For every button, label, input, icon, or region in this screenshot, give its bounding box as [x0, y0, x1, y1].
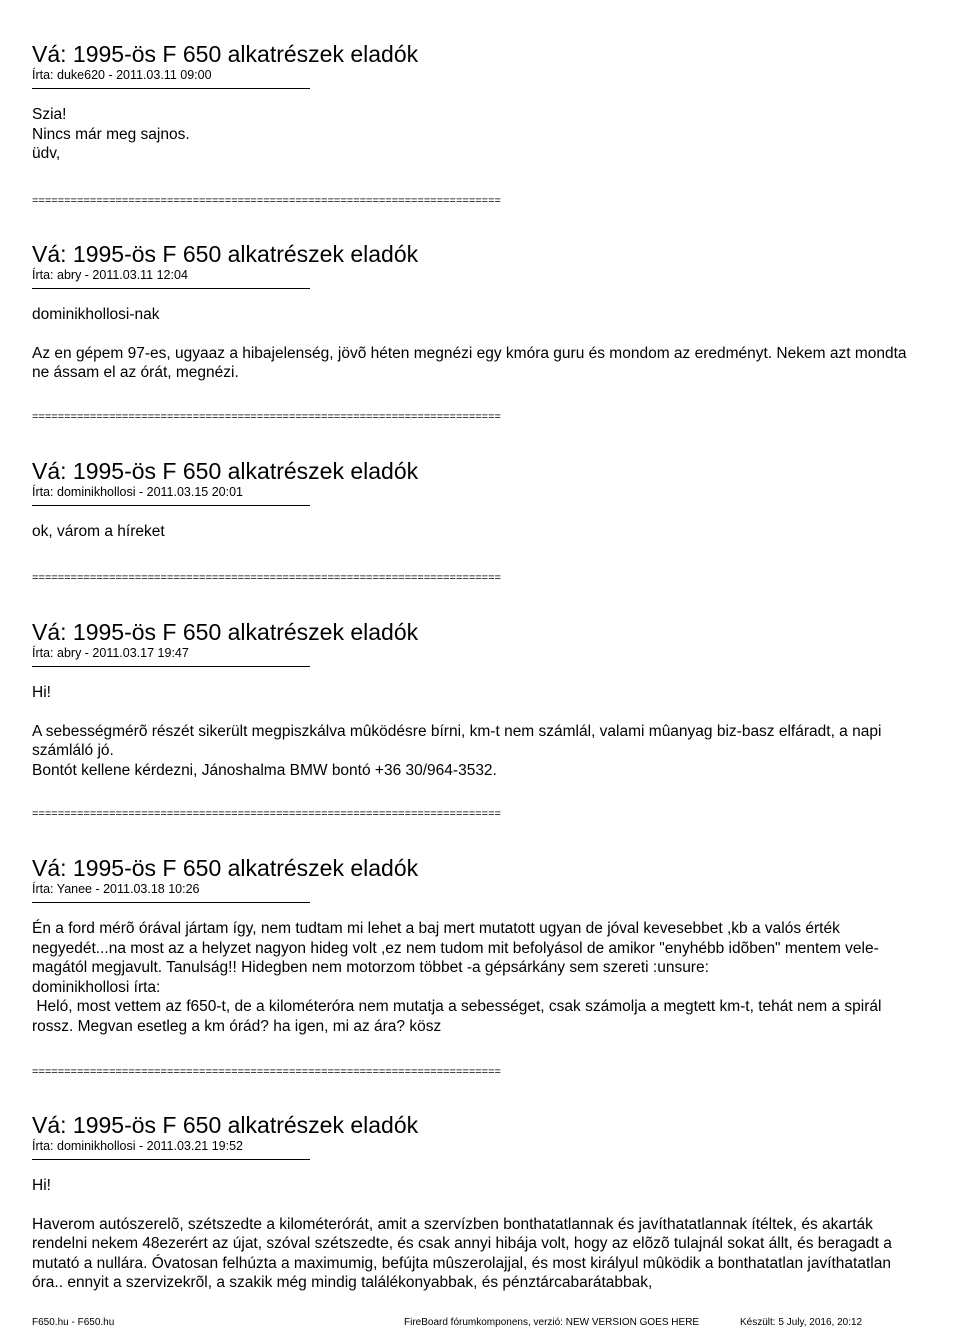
- post-paragraph: Az en gépem 97-es, ugyaaz a hibajelenség, jövõ héten megnézi egy kmóra guru és mondom az eredményt. Nekem azt mondta ne ássam el az órát, megnézi.: [32, 344, 907, 381]
- post-paragraph: Bontót kellene kérdezni, Jánoshalma BMW bontó +36 30/964-3532.: [32, 761, 497, 779]
- post-body: [32, 683, 912, 780]
- post-paragraph: Haverom autószerelõ, szétszedte a kilométerórát, amit a szervízben bonthatatlannak és javíthatatlannak ítéltek, és akarták rendelni nekem 48ezerért az újat, szóval szétszedte, és csak annyi hibája volt, hogy az elõzõ tulajnál sokat állt, és beragadt a mutató a nullára. Óvatosan felhúzta a maximumig, befújta mûszerolajjal, és most királyul mûködik a bonthatatlan javíthatatlan óra.. ennyit a szervizekrõl, a szakik még mindig találékonyabbak, és pénztárcabarátabbak,: [32, 1215, 892, 1291]
- post-meta: Írta: abry - 2011.03.11 12:04: [32, 268, 188, 282]
- post-body: [32, 1176, 912, 1293]
- post-paragraph: üdv,: [32, 145, 61, 162]
- post: [32, 457, 912, 542]
- meta-divider: [32, 902, 310, 903]
- post-separator: =========================================================================: [32, 1066, 501, 1078]
- post-quote-author: dominikhollosi írta:: [32, 978, 161, 996]
- post-title: Vá: 1995-ös F 650 alkatrészek eladók: [32, 619, 419, 645]
- post-meta: Írta: dominikhollosi - 2011.03.21 19:52: [32, 1139, 244, 1153]
- meta-divider: [32, 666, 310, 667]
- post-paragraph: Hi!: [32, 1177, 51, 1194]
- post-meta: Írta: duke620 - 2011.03.11 09:00: [32, 68, 212, 82]
- post-meta: Írta: dominikhollosi - 2011.03.15 20:01: [32, 485, 244, 499]
- post-body: [32, 522, 912, 542]
- post-title: Vá: 1995-ös F 650 alkatrészek eladók: [32, 1112, 419, 1138]
- post-separator: =========================================================================: [32, 808, 501, 820]
- post: [32, 854, 912, 1036]
- meta-divider: [32, 288, 310, 289]
- post-title: Vá: 1995-ös F 650 alkatrészek eladók: [32, 241, 419, 267]
- post-quote: Heló, most vettem az f650-t, de a kilométeróra nem mutatja a sebességet, csak számolja a megtett km-t, tehát nem a spirál rossz. Megvan esetleg a km órád? ha igen, mi az ára? kösz: [32, 998, 886, 1035]
- page-footer: [32, 1316, 960, 1332]
- post: [32, 1111, 912, 1293]
- post: [32, 618, 912, 780]
- footer-site: F650.hu - F650.hu: [32, 1317, 115, 1328]
- meta-divider: [32, 505, 310, 506]
- post-paragraph: dominikhollosi-nak: [32, 306, 160, 323]
- post: [32, 40, 912, 164]
- post-title: Vá: 1995-ös F 650 alkatrészek eladók: [32, 41, 419, 67]
- meta-divider: [32, 1159, 310, 1160]
- post-separator: =========================================================================: [32, 411, 501, 423]
- post-body: [32, 919, 912, 1036]
- post-paragraph: Nincs már meg sajnos.: [32, 125, 190, 143]
- post: [32, 240, 912, 383]
- footer-generated: Készült: 5 July, 2016, 20:12: [740, 1317, 863, 1328]
- post-paragraph: Hi!: [32, 684, 51, 701]
- post-meta: Írta: Yanee - 2011.03.18 10:26: [32, 882, 200, 896]
- post-paragraph: Én a ford mérõ órával jártam így, nem tudtam mi lehet a baj mert mutatott ugyan de jóval kevesebbet ,kb a valós érték negyedét...na most az a helyzet nagyon hideg volt ,ez nem tudom mit befolyásol de amikor "enyhébb idõben" mentem vele-magától megjavult. Tanulság!! Hidegben nem motorzom többet -a gépsárkány sem szereti :unsure:: [32, 920, 879, 976]
- post-body: [32, 105, 912, 164]
- meta-divider: [32, 88, 310, 89]
- post-paragraph: A sebességmérõ részét sikerült megpiszkálva mûködésre bírni, km-t nem számlál, valami mûanyag biz-basz elfáradt, a napi számláló jó.: [32, 722, 882, 759]
- post-title: Vá: 1995-ös F 650 alkatrészek eladók: [32, 458, 419, 484]
- post-meta: Írta: abry - 2011.03.17 19:47: [32, 646, 189, 660]
- post-title: Vá: 1995-ös F 650 alkatrészek eladók: [32, 855, 419, 881]
- footer-component: FireBoard fórumkomponens, verzió: NEW VERSION GOES HERE: [404, 1317, 700, 1328]
- post-paragraph: ok, várom a híreket: [32, 523, 165, 540]
- post-paragraph: Szia!: [32, 106, 67, 123]
- post-separator: =========================================================================: [32, 572, 501, 584]
- post-body: [32, 305, 912, 383]
- post-separator: =========================================================================: [32, 195, 501, 207]
